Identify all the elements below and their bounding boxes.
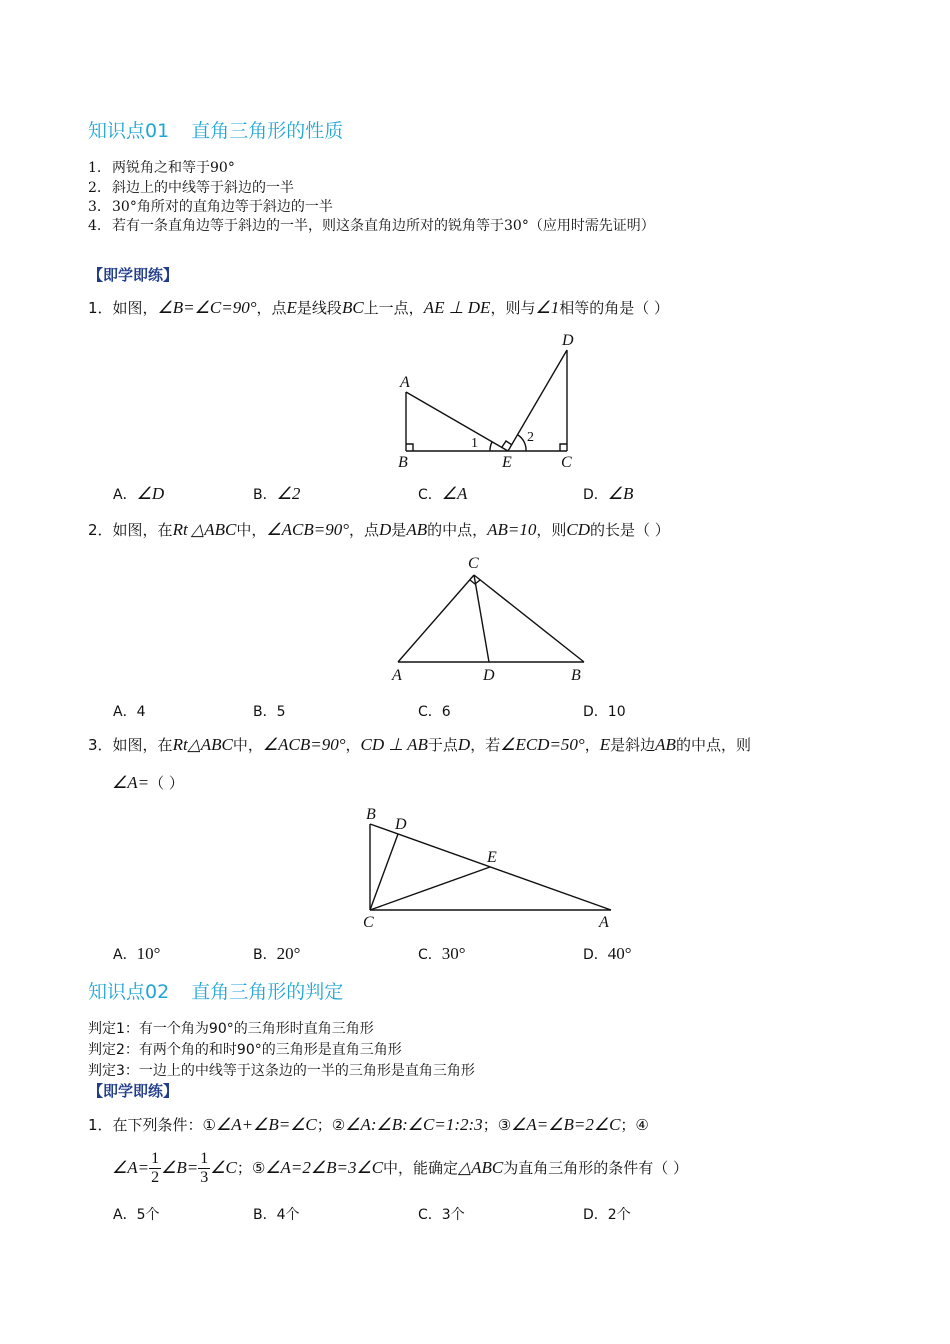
question-text: ，则 xyxy=(536,521,567,539)
judge-rule: 判定1：有一个角为90°的三角形时直角三角形 xyxy=(88,1021,374,1037)
math: AE ⊥ DE xyxy=(423,298,491,317)
figure-q1 xyxy=(380,325,590,475)
fraction xyxy=(149,1150,161,1187)
label-b: B xyxy=(398,454,408,471)
section2-title-text: 直角三角形的判定 xyxy=(191,981,344,1003)
question-text: 相等的角是（ ） xyxy=(559,299,669,317)
fraction xyxy=(198,1150,210,1187)
label-e: E xyxy=(487,849,497,866)
question-text: 中， xyxy=(236,521,267,539)
arc-angle-2 xyxy=(518,435,526,451)
option-label: C． xyxy=(418,1207,442,1223)
question-text: 是斜边 xyxy=(610,736,656,754)
question-text: ；⑤ xyxy=(236,1159,266,1177)
question-text: 是 xyxy=(391,521,407,539)
option-label: B． xyxy=(253,704,277,720)
option-label: A． xyxy=(113,487,137,503)
label-a: A xyxy=(392,667,402,684)
option-value: 40° xyxy=(607,944,632,963)
option-a[interactable] xyxy=(113,944,160,964)
question-text: 中，能确定 xyxy=(383,1159,459,1177)
option-label: B． xyxy=(253,947,277,963)
option-a[interactable] xyxy=(113,701,146,721)
question-text: 是线段 xyxy=(296,299,342,317)
question-text: 中， xyxy=(232,736,263,754)
question-text: 如图， xyxy=(112,299,158,317)
option-value: 4 xyxy=(136,704,146,720)
judge-rule: 判定3：一边上的中线等于这条边的一半的三角形是直角三角形 xyxy=(88,1063,475,1079)
option-value: 3个 xyxy=(441,1207,465,1223)
option-c[interactable] xyxy=(418,1204,465,1224)
question-text: 如图，在 xyxy=(112,521,173,539)
question-text: ；③ xyxy=(482,1116,512,1134)
option-value: 10° xyxy=(136,944,161,963)
list-item xyxy=(88,196,333,216)
question-1 xyxy=(88,297,669,318)
question-num: 2． xyxy=(88,521,113,539)
math: D xyxy=(379,520,392,539)
option-a[interactable] xyxy=(113,484,164,504)
math: D xyxy=(457,735,471,754)
option-value: 5 xyxy=(276,704,286,720)
segment-cd xyxy=(474,575,489,662)
option-label: A． xyxy=(113,1207,137,1223)
math: △ABC xyxy=(191,520,237,539)
list-item-num: 1. xyxy=(88,160,102,176)
question-text: （ ） xyxy=(149,774,184,792)
judge-rule: 判定2：有两个角的和时90°的三角形是直角三角形 xyxy=(88,1042,402,1058)
option-c[interactable] xyxy=(418,944,466,964)
option-value: ∠A xyxy=(441,484,468,503)
math: ∠A=2∠B=3∠C xyxy=(265,1158,384,1177)
math: E xyxy=(599,735,611,754)
list-item-text: 两锐角之和等于90° xyxy=(112,160,235,176)
fraction-denominator: 2 xyxy=(151,1169,160,1186)
fraction-numerator: 1 xyxy=(151,1150,160,1167)
fraction-denominator: 3 xyxy=(200,1169,209,1186)
math: Rt△ABC xyxy=(172,735,233,754)
option-value: 2个 xyxy=(607,1207,631,1223)
math: △ABC xyxy=(458,1158,504,1177)
list-item-num: 2. xyxy=(88,180,102,196)
option-label: C． xyxy=(418,947,442,963)
question-text: ，点 xyxy=(349,521,380,539)
option-label: A． xyxy=(113,947,137,963)
option-d[interactable] xyxy=(583,701,626,721)
math: ∠A:∠B:∠C=1:2:3 xyxy=(345,1115,483,1134)
math: CD xyxy=(566,520,590,539)
list-item xyxy=(88,157,235,177)
math: ∠B= xyxy=(161,1158,199,1177)
math: ∠A+∠B=∠C xyxy=(216,1115,317,1134)
question-text: 的中点， xyxy=(427,521,488,539)
option-d[interactable] xyxy=(583,484,633,504)
option-a[interactable] xyxy=(113,1204,160,1224)
math: ∠A= xyxy=(112,773,150,792)
fraction-numerator: 1 xyxy=(200,1150,209,1167)
question-s2-1 xyxy=(88,1114,649,1135)
list-item-num: 3. xyxy=(88,199,102,215)
option-b[interactable] xyxy=(253,701,286,721)
section1-title xyxy=(88,116,343,143)
option-label: C． xyxy=(418,704,442,720)
math: ∠B=∠C=90° xyxy=(157,298,257,317)
question-text: 在下列条件：① xyxy=(112,1116,216,1134)
math: ∠A=∠B=2∠C xyxy=(511,1115,621,1134)
option-d[interactable] xyxy=(583,1204,631,1224)
question-3 xyxy=(88,734,751,755)
option-value: ∠2 xyxy=(276,484,301,503)
label-a: A xyxy=(599,914,609,931)
math: ∠ACB=90° xyxy=(262,735,346,754)
question-text: 的中点，则 xyxy=(675,736,751,754)
label-c: C xyxy=(561,454,572,471)
option-label: B． xyxy=(253,1207,277,1223)
question-text: ，则与 xyxy=(490,299,536,317)
label-a: A xyxy=(400,374,410,391)
figure-q3 xyxy=(355,800,620,935)
math: BC xyxy=(341,298,364,317)
math: ∠ECD=50° xyxy=(500,735,585,754)
question-text: ， xyxy=(345,736,361,754)
math: AB xyxy=(655,735,676,754)
question-num: 3． xyxy=(88,736,113,754)
list-item-num: 4. xyxy=(88,218,102,234)
question-text: 如图，在 xyxy=(112,736,173,754)
option-value: 20° xyxy=(276,944,301,963)
list-item xyxy=(88,215,655,235)
question-num: 1． xyxy=(88,1116,113,1134)
section1-title-text: 直角三角形的性质 xyxy=(191,120,344,142)
list-item-text: 30°角所对的直角边等于斜边的一半 xyxy=(112,199,333,215)
question-text: ，若 xyxy=(470,736,501,754)
math: ∠ACB=90° xyxy=(266,520,349,539)
math: AB xyxy=(406,520,428,539)
option-label: D． xyxy=(583,947,608,963)
label-c: C xyxy=(468,555,479,572)
math: Rt xyxy=(172,520,188,539)
section2-title-num: 知识点02 xyxy=(88,981,170,1003)
figure-q2 xyxy=(385,548,595,688)
label-d: D xyxy=(483,667,495,684)
question-text: 于点 xyxy=(427,736,458,754)
segment-cb xyxy=(474,575,584,662)
option-label: A． xyxy=(113,704,137,720)
question-3-line2 xyxy=(112,772,184,793)
section2-title xyxy=(88,977,343,1004)
question-s2-1-line2 xyxy=(112,1150,688,1187)
label-angle-2: 2 xyxy=(527,430,534,445)
math: ∠1 xyxy=(535,298,560,317)
practice-label: 【即学即练】 xyxy=(88,266,179,284)
label-c: C xyxy=(363,914,374,931)
label-d: D xyxy=(562,332,574,349)
question-text: ，点 xyxy=(256,299,287,317)
option-value: ∠D xyxy=(136,484,165,503)
option-d[interactable] xyxy=(583,944,632,964)
option-value: 10 xyxy=(607,704,626,720)
right-angle-c xyxy=(560,444,567,451)
option-value: 6 xyxy=(441,704,451,720)
option-label: D． xyxy=(583,1207,608,1223)
arc-angle-1 xyxy=(490,442,492,451)
section1-title-num: 知识点01 xyxy=(88,120,170,142)
label-d: D xyxy=(395,816,407,833)
question-text: 为直角三角形的条件有（ ） xyxy=(503,1159,689,1177)
question-num: 1． xyxy=(88,299,113,317)
math: CD ⊥ AB xyxy=(360,735,428,754)
option-value: ∠B xyxy=(607,484,634,503)
option-label: C． xyxy=(418,487,442,503)
label-b: B xyxy=(571,667,581,684)
list-item-text: 斜边上的中线等于斜边的一半 xyxy=(112,180,294,196)
question-2 xyxy=(88,519,670,540)
list-item-text: 若有一条直角边等于斜边的一半，则这条直角边所对的锐角等于30°（应用时需先证明） xyxy=(112,218,655,234)
practice-label: 【即学即练】 xyxy=(88,1082,179,1100)
option-b[interactable] xyxy=(253,1204,300,1224)
option-b[interactable] xyxy=(253,944,300,964)
option-label: D． xyxy=(583,487,608,503)
question-text: 的长是（ ） xyxy=(590,521,670,539)
option-value: 30° xyxy=(441,944,466,963)
question-text: ；② xyxy=(316,1116,346,1134)
list-item xyxy=(88,177,294,197)
option-c[interactable] xyxy=(418,484,467,504)
option-value: 5个 xyxy=(136,1207,160,1223)
math: E xyxy=(286,298,297,317)
question-text: ， xyxy=(584,736,600,754)
label-e: E xyxy=(502,454,512,471)
math: ∠C xyxy=(210,1158,237,1177)
segment-ac xyxy=(398,575,474,662)
segment-ae xyxy=(406,392,508,451)
label-b: B xyxy=(366,806,376,823)
option-label: B． xyxy=(253,487,277,503)
right-angle-b xyxy=(406,444,413,451)
segment-ce xyxy=(370,867,490,910)
option-label: D． xyxy=(583,704,608,720)
math: AB=10 xyxy=(487,520,537,539)
question-text: ；④ xyxy=(620,1116,649,1134)
label-angle-1: 1 xyxy=(471,436,478,451)
segment-de xyxy=(508,350,567,451)
option-b[interactable] xyxy=(253,484,300,504)
segment-cd xyxy=(370,834,398,910)
option-c[interactable] xyxy=(418,701,451,721)
math: ∠A= xyxy=(112,1158,150,1177)
option-value: 4个 xyxy=(276,1207,300,1223)
question-text: 上一点， xyxy=(363,299,424,317)
